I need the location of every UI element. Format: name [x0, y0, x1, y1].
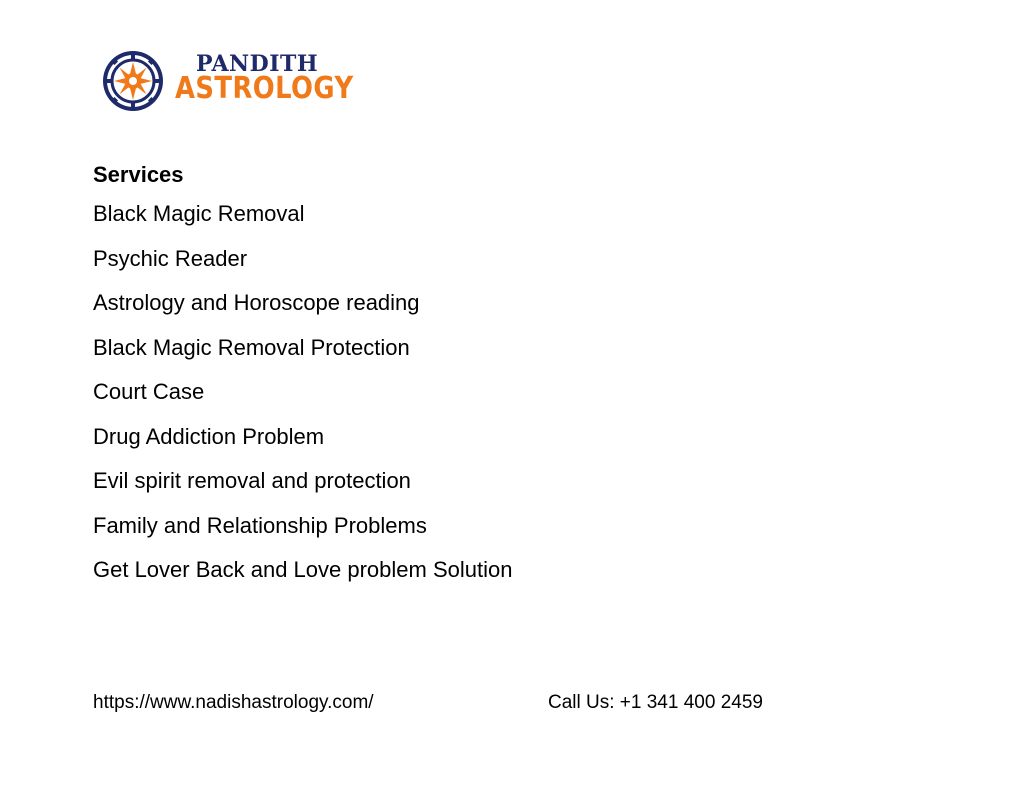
logo-text-pandith: PANDITH	[196, 51, 319, 77]
list-item: Astrology and Horoscope reading	[93, 290, 420, 315]
list-item: Black Magic Removal	[93, 201, 305, 226]
list-item: Family and Relationship Problems	[93, 512, 427, 538]
list-item: Drug Addiction Problem	[93, 423, 325, 449]
services-heading: Services	[93, 162, 184, 187]
list-item: Get Lover Back and Love problem Solution	[93, 557, 513, 582]
website-link[interactable]: https://www.nadishastrology.com/	[93, 692, 374, 713]
list-item: Psychic Reader	[93, 245, 248, 271]
logo-text-astrology: ASTROLOGY	[175, 71, 354, 106]
zodiac-wheel-icon	[100, 49, 166, 115]
list-item: Evil spirit removal and protection	[93, 468, 411, 493]
services-section	[93, 158, 512, 593]
brand-logo	[100, 49, 370, 114]
services-list	[93, 192, 512, 593]
list-item: Black Magic Removal Protection	[93, 334, 410, 360]
list-item: Court Case	[93, 379, 205, 404]
phone-contact: Call Us: +1 341 400 2459	[548, 692, 763, 713]
